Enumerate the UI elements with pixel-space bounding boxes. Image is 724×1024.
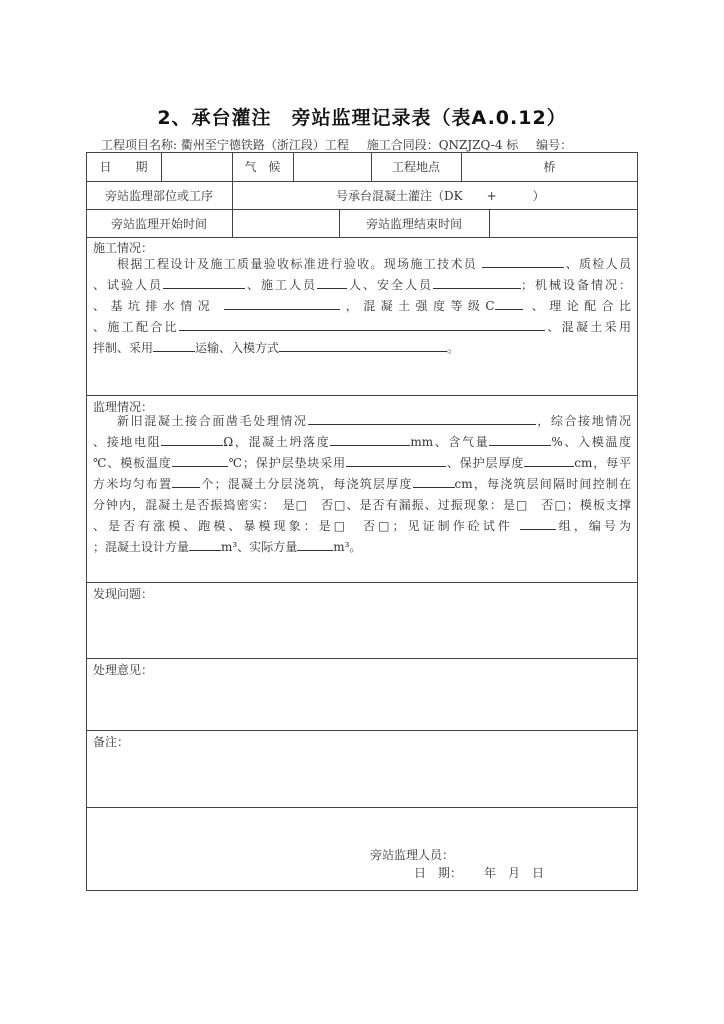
text: 运输、入模方式 [195,341,280,355]
form-meta [101,136,586,153]
opinions-field[interactable] [88,676,636,728]
date-field[interactable] [161,152,232,181]
text: 个；混凝土分层浇筑，每浇筑层厚度 [200,477,413,491]
sign-date-format: 年 月 日 [484,866,545,880]
air-content-blank[interactable] [489,434,551,446]
text-line [93,537,631,558]
remarks-label: 备注： [93,735,130,749]
text: 组，编号为 [555,519,631,533]
contract-section: 施工合同段：QNZJZQ-4 标 [366,138,519,152]
spacer-blank[interactable] [346,455,446,467]
supervision-paragraph [93,411,631,558]
design-volume-blank[interactable] [189,539,221,551]
resistance-blank[interactable] [161,434,223,446]
divider [86,582,638,583]
spacer-count-blank[interactable] [172,476,200,488]
technician-blank[interactable] [482,256,564,268]
sign-date-label: 日 期： [414,866,463,880]
problems-field[interactable] [88,600,636,656]
location-field[interactable]: 桥 [543,160,556,174]
slump-blank[interactable] [330,434,410,446]
text: 、试验人员 [93,278,163,292]
text: Ω，混凝土坍落度 [223,435,331,449]
start-time-field[interactable] [232,209,339,237]
divider [86,730,638,731]
text: 新旧混凝土接合面凿毛处理情况 [117,414,308,428]
worker-count-blank[interactable] [317,277,347,289]
drainage-blank[interactable] [224,298,340,310]
cover-thickness-blank[interactable] [524,455,574,467]
weather-field[interactable] [293,152,371,181]
layer-thickness-blank[interactable] [413,476,455,488]
text: 人、安全人员 [347,278,433,292]
text: %、入模温度 [551,435,631,449]
text-line [93,495,631,516]
grade-blank[interactable] [495,298,523,310]
text-line [93,432,631,453]
opinions-label: 处理意见： [93,663,154,677]
text: cm，每浇筑层间隔时间控制在 [454,477,631,491]
end-time-label: 旁站监理结束时间 [365,216,462,231]
transport-blank[interactable] [153,340,195,352]
safety-blank[interactable] [433,277,521,289]
actual-volume-blank[interactable] [297,539,333,551]
text: 根据工程设计及施工质量验收标准进行验收。现场施工技术员 [117,257,478,271]
formwork-temp-blank[interactable] [172,455,228,467]
text: m³。 [333,540,362,554]
text: 分钟内，混凝土是否振捣密实： 是□ 否□、是否有漏振、过振现象：是□ 否□；模板支撑 [93,498,631,512]
text: ，混凝土强度等级C [340,299,495,313]
text-line [93,474,631,495]
chiseling-blank[interactable] [308,413,536,425]
text: 、施工配合比 [93,320,179,334]
divider [86,658,638,659]
divider [86,395,638,396]
location-label: 工程地点 [391,160,440,174]
text: 、混凝土采用 [545,320,631,334]
text: ；机械设备情况： [520,278,631,292]
form-title: 2、承台灌注 旁站监理记录表（表A.0.12） [157,107,567,129]
tester-blank[interactable] [163,277,245,289]
project-name: 工程项目名称: 衢州至宁德铁路（浙江段）工程 [101,138,349,152]
divider [86,807,638,808]
text-line [93,254,631,275]
problems-label: 发现问题： [93,587,154,601]
part-label: 旁站监理部位或工序 [104,188,213,203]
weather-label: 气 候 [244,160,281,174]
text: cm，每平 [574,456,631,470]
divider [86,237,638,238]
text: 、施工人员 [245,278,317,292]
text-line [93,453,631,474]
text: 、接地电阻 [93,435,162,449]
supervisor-label: 旁站监理人员： [370,848,455,862]
remarks-field[interactable] [88,748,636,805]
number-label: 编号： [536,138,573,152]
end-time-field[interactable] [489,209,638,237]
text: 拌制、采用 [93,341,154,355]
text-line [93,516,631,537]
text-line [93,317,631,338]
text: 、理论配合比 [531,299,631,313]
text: mm、含气量 [410,435,490,449]
mix-ratio-blank[interactable] [179,319,545,331]
text: 、质检人员 [564,257,631,271]
specimen-blank[interactable] [520,518,556,530]
construction-label: 施工情况： [93,241,154,255]
text: 、保护层厚度 [446,456,525,470]
text: 、基坑排水情况 [93,299,216,313]
text: 。 [447,341,460,355]
placing-method-blank[interactable] [279,340,447,352]
supervision-label: 监理情况： [93,400,154,414]
text-line [93,338,631,359]
part-field[interactable]: 号承台混凝土灌注（DK + ） [336,188,545,203]
text: ；混凝土设计方量 [93,540,190,554]
text: 、是否有涨模、跑模、暴模现象：是□ 否□；见证制作砼试件 [93,519,513,533]
text-line [93,275,631,296]
start-time-label: 旁站监理开始时间 [110,216,207,231]
construction-paragraph [93,254,631,359]
text-line [93,296,631,317]
text: m³、实际方量 [221,540,298,554]
text: ，综合接地情况 [535,414,631,428]
text: ℃；保护层垫块采用 [227,456,347,470]
text-line [93,411,631,432]
text: 方米均匀布置 [93,477,173,491]
date-label: 日 期 [99,160,148,174]
text: ℃、模板温度 [93,456,172,470]
